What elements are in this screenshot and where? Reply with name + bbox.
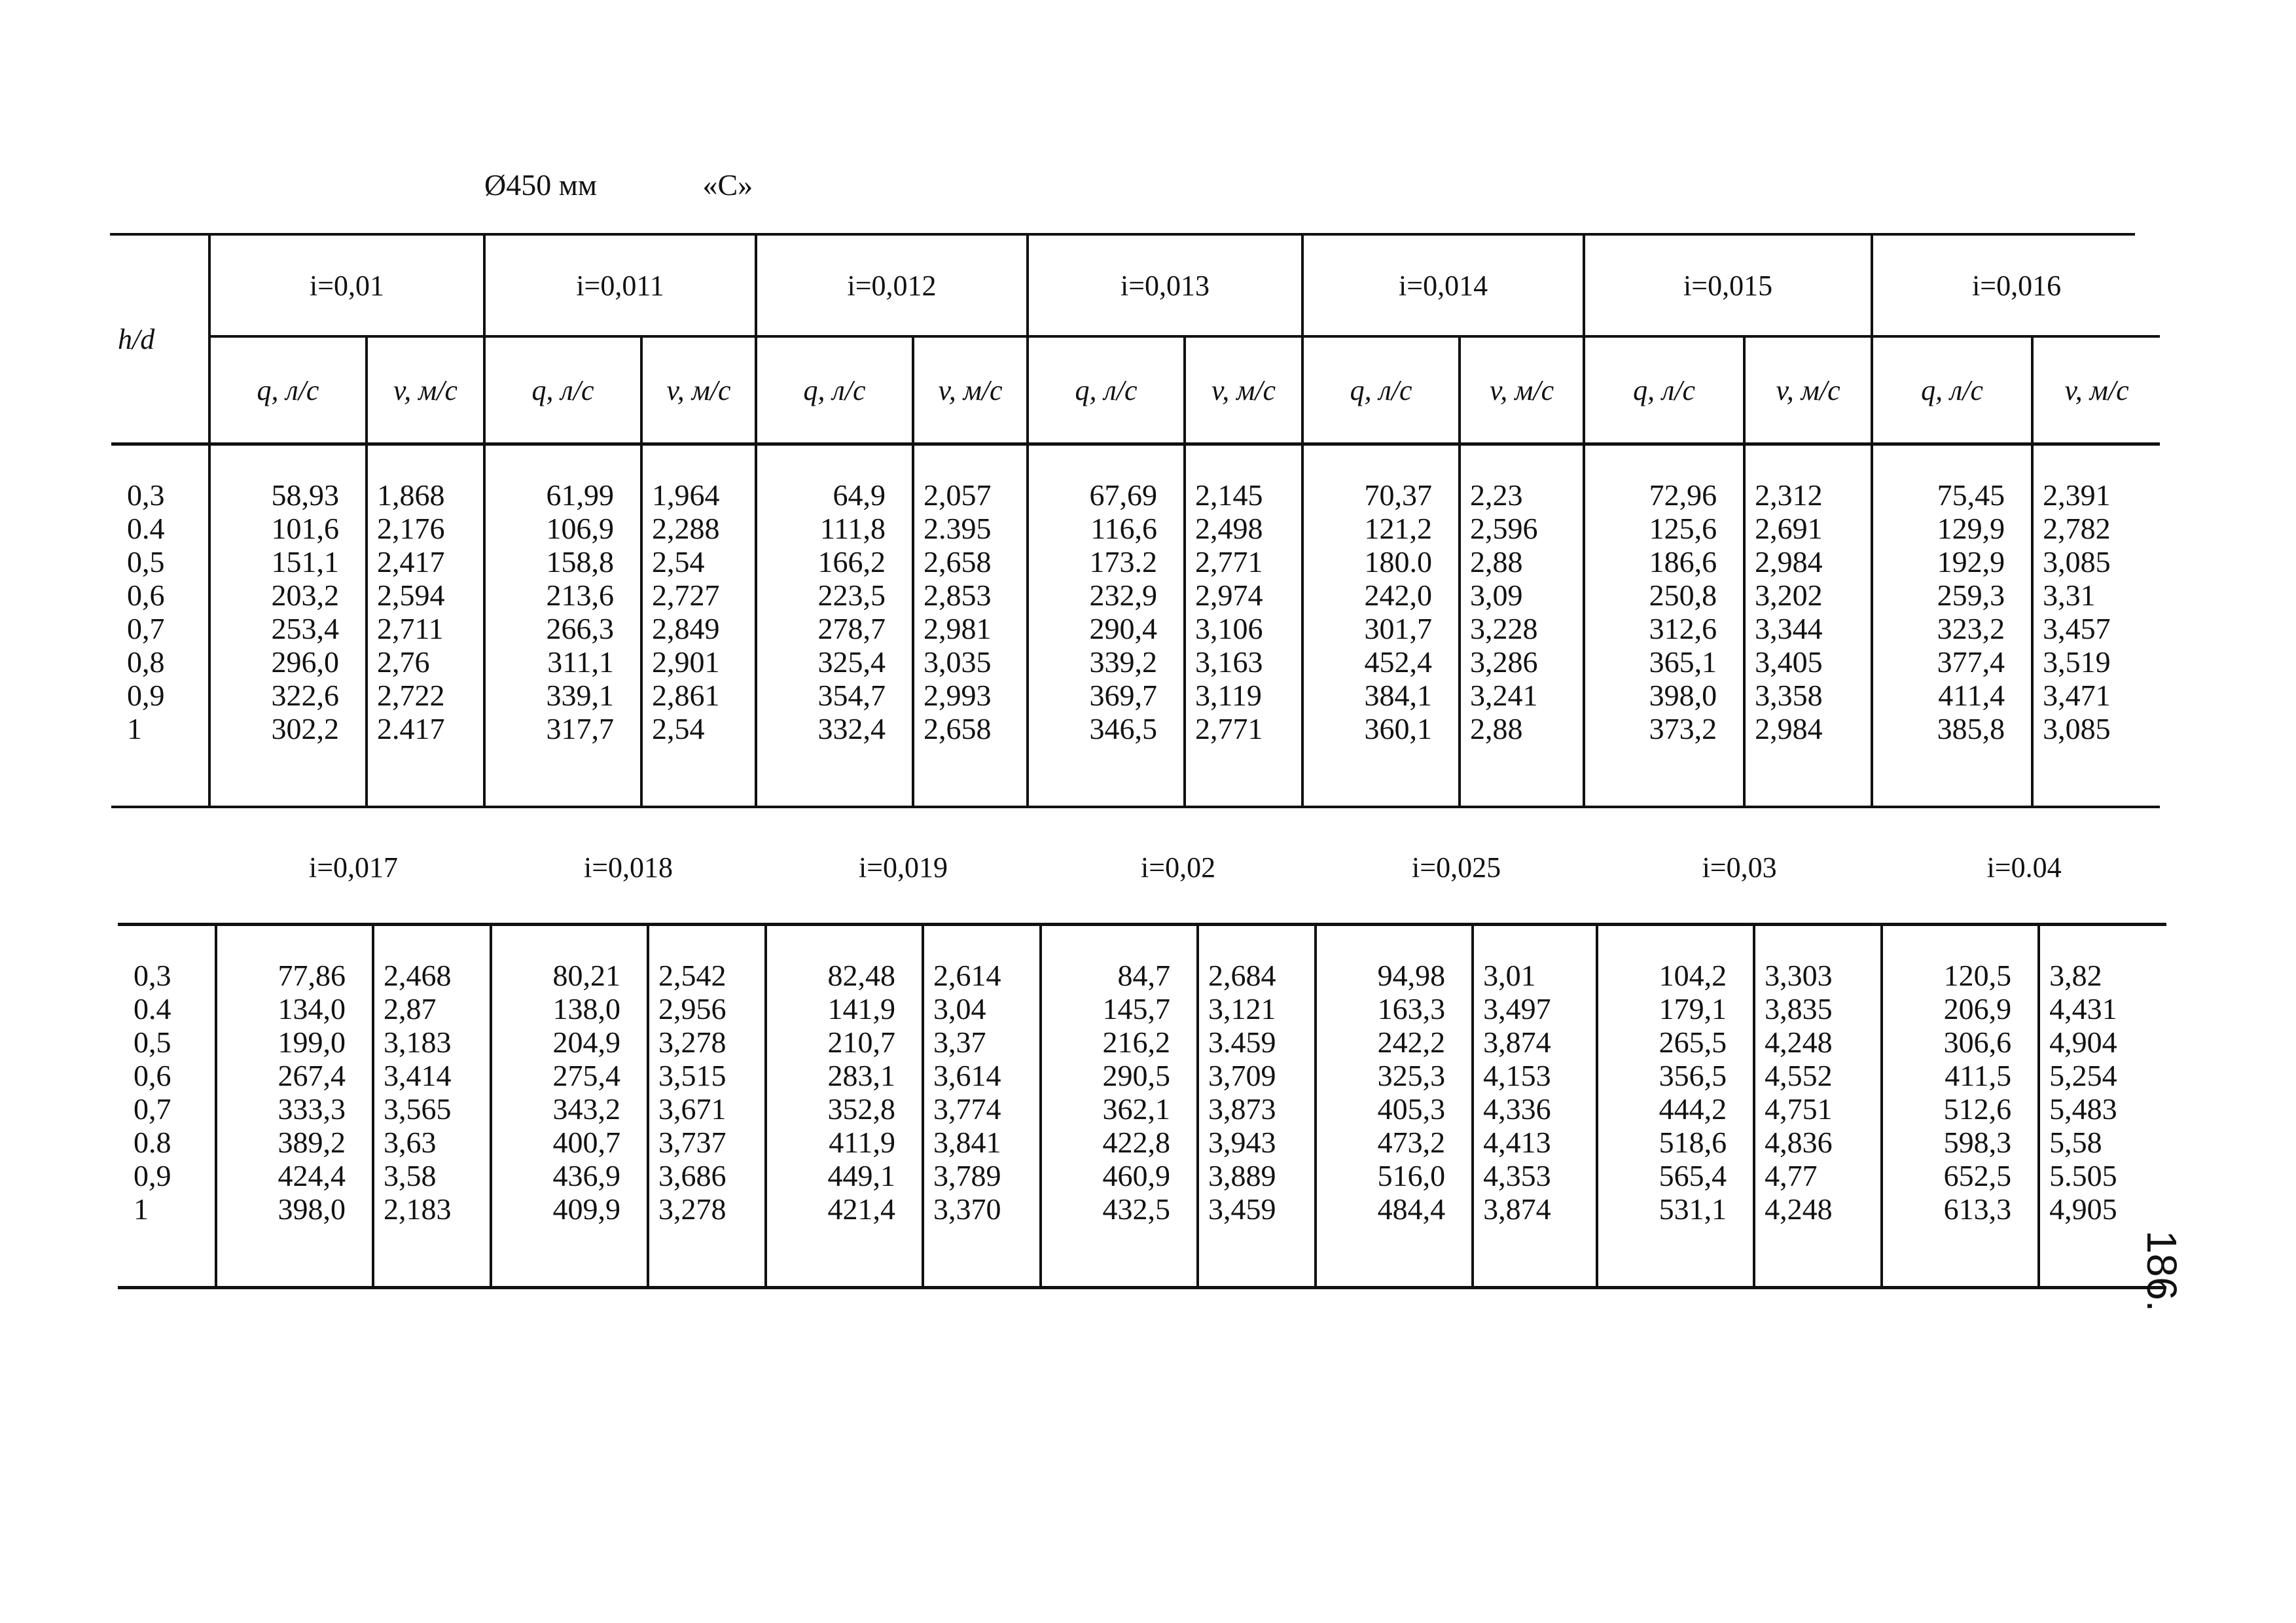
flow-rate-column <box>1882 925 2039 1288</box>
velocity-header: v, м/с <box>367 336 484 444</box>
hd-values <box>111 444 209 808</box>
slope-header: i=0,02 <box>1041 812 1316 925</box>
velocity-column <box>648 925 766 1288</box>
flow-rate-values: 77,86 134,0 199,0 267,4 333,3 389,2 424,4 398,0 <box>278 959 346 1226</box>
flow-rate-column <box>1584 444 1744 808</box>
velocity-values: 2,468 2,87 3,183 3,414 3,565 3,63 3,58 2,183 <box>384 959 452 1226</box>
flow-rate-header: q, л/с <box>1584 336 1744 444</box>
flow-rate-values: 64,9 111,8 166,2 223,5 278,7 325,4 354,7 332,4 <box>817 478 886 745</box>
flow-rate-column <box>1041 925 1198 1288</box>
velocity-values: 3,01 3,497 3,874 4,153 4,336 4,413 4,353 3,874 <box>1483 959 1551 1226</box>
slope-header: i=0,011 <box>484 236 756 336</box>
flow-rate-values: 75,45 129,9 192,9 259,3 323,2 377,4 411,4 385,8 <box>1937 478 2005 745</box>
slope-header: i=0,019 <box>766 812 1041 925</box>
flow-rate-column <box>1316 925 1473 1288</box>
velocity-column <box>367 444 484 808</box>
flow-rate-header: q, л/с <box>1872 336 2032 444</box>
flow-rate-values: 84,7 145,7 216,2 290,5 362,1 422,8 460,9 432,5 <box>1102 959 1171 1226</box>
velocity-values: 2,391 2,782 3,085 3,31 3,457 3,519 3,471 3,085 <box>2043 478 2111 745</box>
velocity-column <box>1198 925 1316 1288</box>
page-number: 186. <box>2138 1230 2185 1312</box>
flow-rate-column <box>491 925 648 1288</box>
flow-rate-column <box>1028 444 1185 808</box>
velocity-column <box>913 444 1028 808</box>
slope-header: i=0,015 <box>1584 236 1872 336</box>
slope-header: i=0,018 <box>491 812 766 925</box>
velocity-header: v, м/с <box>913 336 1028 444</box>
slope-header: i=0,014 <box>1302 236 1584 336</box>
table-row <box>118 925 2166 1288</box>
velocity-values: 3,82 4,431 4,904 5,254 5,483 5,58 5.505 4,905 <box>2049 959 2117 1226</box>
slope-header: i=0,012 <box>756 236 1028 336</box>
flow-table-upper <box>111 236 2160 808</box>
slope-header: i=0.04 <box>1882 812 2166 925</box>
hd-values <box>118 925 216 1288</box>
flow-rate-column <box>1597 925 1754 1288</box>
flow-rate-values: 82,48 141,9 210,7 283,1 352,8 411,9 449,1 421,4 <box>827 959 896 1226</box>
velocity-header: v, м/с <box>1460 336 1584 444</box>
slope-header: i=0,01 <box>209 236 484 336</box>
hd-values-text: 0,3 0.4 0,5 0,6 0,7 0,8 0,9 1 <box>127 478 165 745</box>
flow-rate-column <box>1872 444 2032 808</box>
flow-rate-values: 61,99 106,9 158,8 213,6 266,3 311,1 339,1 317,7 <box>546 478 615 745</box>
velocity-column <box>1744 444 1872 808</box>
velocity-header: v, м/с <box>1185 336 1302 444</box>
slope-header: i=0,025 <box>1316 812 1597 925</box>
velocity-column <box>1754 925 1882 1288</box>
flow-rate-values: 58,93 101,6 151,1 203,2 253,4 296,0 322,6 302,2 <box>271 478 339 745</box>
flow-rate-column <box>484 444 641 808</box>
hd-header-blank <box>118 812 216 925</box>
table-caption <box>484 168 753 202</box>
flow-rate-values: 67,69 116,6 173.2 232,9 290,4 339,2 369,7 346,5 <box>1089 478 1158 745</box>
flow-rate-column <box>1302 444 1460 808</box>
velocity-header: v, м/с <box>641 336 756 444</box>
velocity-header: v, м/с <box>1744 336 1872 444</box>
slope-header: i=0,03 <box>1597 812 1882 925</box>
flow-rate-header: q, л/с <box>484 336 641 444</box>
hd-header: h/d <box>111 236 209 444</box>
velocity-values: 1,964 2,288 2,54 2,727 2,849 2,901 2,861 2,54 <box>652 478 720 745</box>
flow-rate-column <box>209 444 367 808</box>
hd-values-text: 0,3 0.4 0,5 0,6 0,7 0.8 0,9 1 <box>134 959 171 1226</box>
flow-rate-header: q, л/с <box>756 336 913 444</box>
slope-header: i=0,016 <box>1872 236 2160 336</box>
slope-header: i=0,017 <box>216 812 491 925</box>
velocity-values: 3,303 3,835 4,248 4,552 4,751 4,836 4,77 4,248 <box>1765 959 1833 1226</box>
flow-rate-values: 72,96 125,6 186,6 250,8 312,6 365,1 398,0 373,2 <box>1649 478 1717 745</box>
slope-header: i=0,013 <box>1028 236 1302 336</box>
flow-rate-values: 120,5 206,9 306,6 411,5 512,6 598,3 652,5 613,3 <box>1943 959 2012 1226</box>
flow-rate-header: q, л/с <box>209 336 367 444</box>
velocity-column <box>1473 925 1597 1288</box>
flow-rate-column <box>756 444 913 808</box>
velocity-values: 2,057 2.395 2,658 2,853 2,981 3,035 2,993 2,658 <box>924 478 992 745</box>
flow-table-lower <box>118 812 2166 1289</box>
velocity-column <box>1185 444 1302 808</box>
flow-rate-header: q, л/с <box>1028 336 1185 444</box>
velocity-values: 2,684 3,121 3.459 3,709 3,873 3,943 3,889 3,459 <box>1208 959 1276 1226</box>
flow-rate-column <box>216 925 373 1288</box>
table-row <box>111 444 2160 808</box>
velocity-values: 2,614 3,04 3,37 3,614 3,774 3,841 3,789 3,370 <box>933 959 1001 1226</box>
velocity-values: 1,868 2,176 2,417 2,594 2,711 2,76 2,722 2.417 <box>377 478 445 745</box>
velocity-column <box>373 925 491 1288</box>
velocity-column <box>1460 444 1584 808</box>
pipe-diameter: Ø450 мм <box>484 168 597 202</box>
velocity-values: 2,23 2,596 2,88 3,09 3,228 3,286 3,241 2,88 <box>1470 478 1538 745</box>
flow-rate-values: 80,21 138,0 204,9 275,4 343,2 400,7 436,9 409,9 <box>552 959 621 1226</box>
pipe-series: «С» <box>702 168 753 202</box>
velocity-column <box>923 925 1041 1288</box>
velocity-header: v, м/с <box>2032 336 2160 444</box>
flow-rate-column <box>766 925 923 1288</box>
velocity-column <box>641 444 756 808</box>
velocity-values: 2,312 2,691 2,984 3,202 3,344 3,405 3,358 2,984 <box>1755 478 1823 745</box>
velocity-values: 2,542 2,956 3,278 3,515 3,671 3,737 3,686 3,278 <box>658 959 726 1226</box>
flow-rate-values: 94,98 163,3 242,2 325,3 405,3 473,2 516,0 484,4 <box>1377 959 1446 1226</box>
flow-rate-values: 70,37 121,2 180.0 242,0 301,7 452,4 384,1 360,1 <box>1364 478 1433 745</box>
velocity-values: 2,145 2,498 2,771 2,974 3,106 3,163 3,119 2,771 <box>1195 478 1263 745</box>
flow-rate-header: q, л/с <box>1302 336 1460 444</box>
velocity-column <box>2032 444 2160 808</box>
flow-rate-values: 104,2 179,1 265,5 356,5 444,2 518,6 565,4 531,1 <box>1659 959 1727 1226</box>
